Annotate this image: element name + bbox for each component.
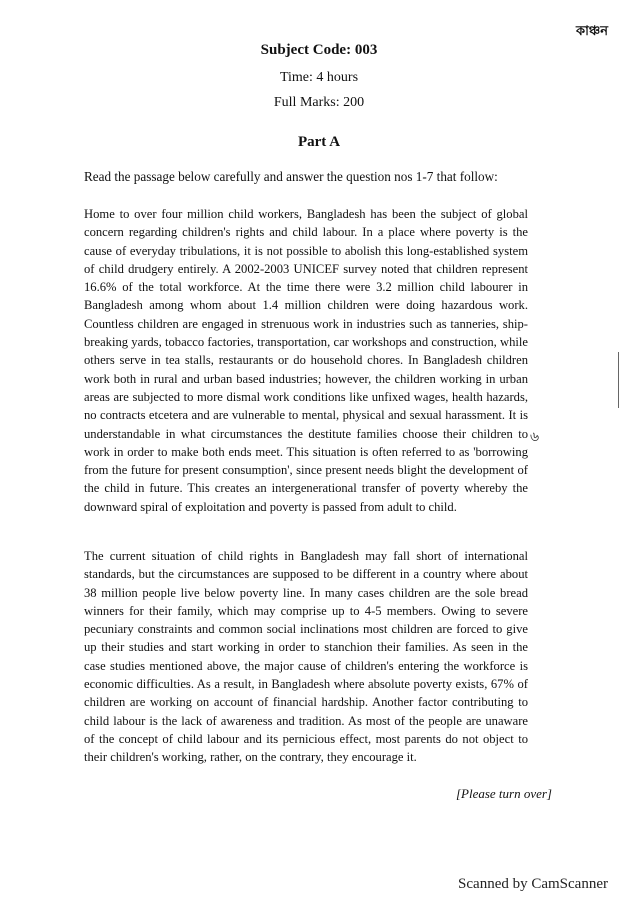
reading-instruction: Read the passage below carefully and answer the question nos 1-7 that follow: [84,169,498,184]
margin-note: ৬ [530,430,540,445]
exam-time: Time: 4 hours [279,70,359,85]
please-turn-over: [Please turn over] [455,786,552,801]
scanner-watermark: Scanned by CamScanner [458,876,608,892]
corner-handwritten-mark: কাঞ্চন [576,24,608,39]
margin-line [618,352,619,408]
subject-code: Subject Code: 003 [260,42,378,58]
full-marks: Full Marks: 200 [273,95,365,110]
part-title: Part A [297,134,341,150]
passage-paragraph-1: Home to over four million child workers, Bangladesh has been the subject of global concern regarding children's rights and child labour. In a place where poverty is the cause of everyday tribulations, it is not possible to abolish this long-established system of child drudgery entirely. A 2002-2003 UNICEF survey noted that children represent 16.6% of the total workforce. At the time there were 3.2 million child labourer in Bangladesh among whom about 1.4 million children were doing hazardous work. Countless children are engaged in strenuous work in industries such as tanneries, ship-breaking yards, tobacco factories, transportation, car workshops and construction, while others serve in tea stalls, restaurants or do household chores. In Bangladesh children work both in rural and urban based industries; however, the children working in urban areas are subjected to more dismal work conditions like unfixed wages, health hazards, no contracts etcetera and are vulnerable to mental, physical and sexual harassment. It is understandable in what circumstances the destitute families choose their children to work in order to make both ends meet. This situation is often referred to as 'borrowing from the future for present consumption', since present needs blight the development of the child in future. This creates an intergenerational transfer of poverty whereby the downward spiral of exploitation and poverty is passed from adult to child. [84,207,528,514]
passage-paragraph-2: The current situation of child rights in Bangladesh may fall short of international standards, but the circumstances are supposed to be different in a country where about 38 million people live below poverty line. In many cases children are the sole bread winners for their family, which may comprise up to 4-5 members. Owing to severe pecuniary constraints and common social inclinations most children are forced to give up their studies and start working in order to stanchion their families. As seen in the case studies mentioned above, the major cause of children's entering the workforce is economic difficulties. As a result, in Bangladesh where absolute poverty exists, 67% of children are working on account of financial hardship. Another factor contributing to child labour is the lack of awareness and tradition. As most of the people are unaware of the concept of child labour and its pernicious effect, most parents do not object to their children's working, rather, on the contrary, they encourage it. [84,549,528,765]
